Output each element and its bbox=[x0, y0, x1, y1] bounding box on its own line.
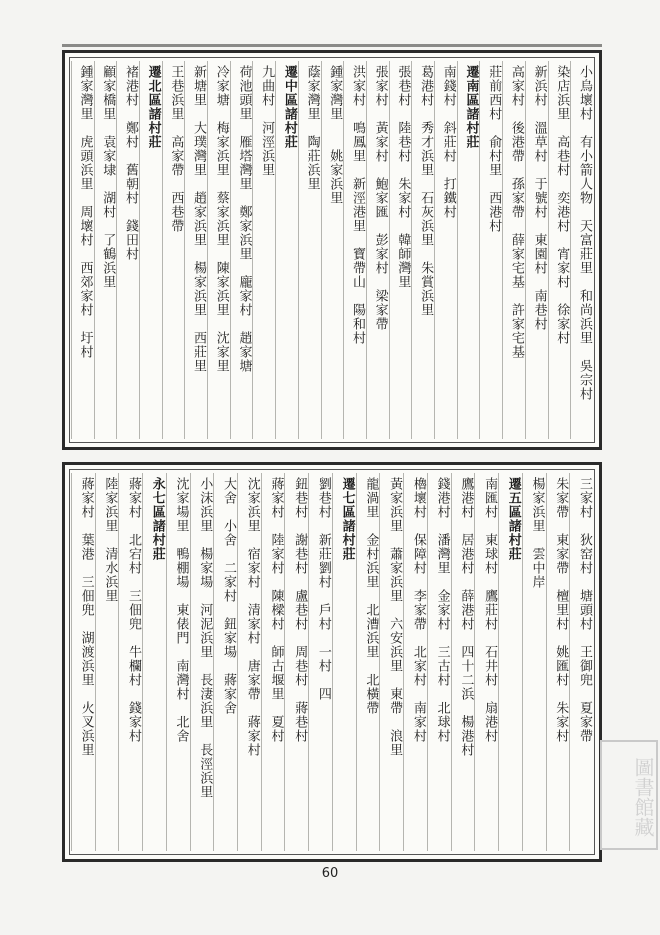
bottom-entry: 沈家場里 bbox=[173, 477, 189, 533]
top-entry: 陶莊浜里 bbox=[304, 135, 320, 191]
top-entry: 陽和村 bbox=[349, 303, 365, 345]
bottom-entry: 蔣家村 bbox=[78, 477, 94, 519]
top-column bbox=[139, 61, 162, 439]
top-column bbox=[548, 61, 571, 439]
top-entry: 于號村 bbox=[531, 177, 547, 219]
bottom-entry: 北宕村 bbox=[126, 533, 142, 575]
bottom-entry: 鷹莊村 bbox=[482, 589, 498, 631]
bottom-entry: 北家村 bbox=[410, 645, 426, 687]
top-entry: 顧家橋里 bbox=[100, 65, 116, 121]
bottom-entry: 雲中岸 bbox=[529, 547, 545, 589]
top-entry: 蔭家灣里 bbox=[304, 65, 320, 121]
bottom-column bbox=[546, 473, 570, 851]
top-column bbox=[570, 61, 593, 439]
bottom-entry: 四十二浜 bbox=[458, 645, 474, 701]
bottom-entry: 盧巷村 bbox=[292, 589, 308, 631]
bottom-leaf bbox=[62, 462, 602, 862]
bottom-column bbox=[261, 473, 285, 851]
top-entry: 宵家村 bbox=[554, 247, 570, 289]
bottom-entry: 長涇浜里 bbox=[197, 743, 213, 799]
top-column bbox=[321, 61, 344, 439]
top-column bbox=[230, 61, 253, 439]
top-column bbox=[252, 61, 275, 439]
bottom-entry: 櫓壞村 bbox=[410, 477, 426, 519]
top-entry: 沈家里 bbox=[213, 331, 229, 373]
bottom-entry: 遷七區諸村莊 bbox=[339, 477, 355, 561]
top-entry: 張家村 bbox=[372, 65, 388, 107]
bottom-column bbox=[142, 473, 166, 851]
top-entry: 遷北區諸村莊 bbox=[145, 65, 161, 149]
top-entry: 石灰浜里 bbox=[418, 191, 434, 247]
bottom-entry: 保障村 bbox=[410, 533, 426, 575]
bottom-entry: 東俵門 bbox=[173, 603, 189, 645]
bottom-entry: 龍渦里 bbox=[363, 477, 379, 519]
top-column bbox=[389, 61, 412, 439]
top-entry: 鄭家浜里 bbox=[236, 205, 252, 261]
bottom-entry: 檀里村 bbox=[553, 589, 569, 631]
top-entry: 鳴鳳里 bbox=[349, 121, 365, 163]
top-entry: 新浜村 bbox=[531, 65, 547, 107]
bottom-entry: 金家村 bbox=[434, 589, 450, 631]
top-entry: 和尚浜里 bbox=[577, 289, 592, 345]
bottom-entry: 南灣村 bbox=[173, 659, 189, 701]
top-entry: 遷中區諸村莊 bbox=[281, 65, 297, 149]
top-leaf bbox=[62, 50, 602, 450]
bottom-entry: 北舍 bbox=[173, 715, 189, 743]
bottom-entry: 東家帶 bbox=[553, 533, 569, 575]
top-entry: 孫家帶 bbox=[508, 177, 524, 219]
bottom-column bbox=[403, 473, 427, 851]
top-column bbox=[366, 61, 389, 439]
bottom-entry: 戶村 bbox=[315, 603, 331, 631]
bottom-entry: 蕭家浜里 bbox=[387, 547, 403, 603]
top-entry: 姚家浜里 bbox=[327, 149, 343, 205]
bottom-entry: 宿家村 bbox=[244, 547, 260, 589]
bottom-entry: 狄窑村 bbox=[577, 533, 592, 575]
top-entry: 西巷帶 bbox=[168, 191, 184, 233]
bottom-entry: 浪里 bbox=[387, 729, 403, 757]
top-entry: 陳家浜里 bbox=[213, 261, 229, 317]
bottom-column bbox=[71, 473, 95, 851]
bottom-entry: 蔣家村 bbox=[244, 715, 260, 757]
top-column bbox=[434, 61, 457, 439]
top-entry: 朱家村 bbox=[395, 177, 411, 219]
bottom-entry: 四 bbox=[315, 687, 331, 701]
bottom-column bbox=[379, 473, 403, 851]
top-column bbox=[275, 61, 298, 439]
top-column bbox=[162, 61, 185, 439]
top-column bbox=[298, 61, 321, 439]
top-entry: 王巷浜里 bbox=[168, 65, 184, 121]
bottom-column bbox=[284, 473, 308, 851]
top-entry: 西港村 bbox=[486, 191, 502, 233]
top-column bbox=[411, 61, 434, 439]
top-column bbox=[116, 61, 139, 439]
top-entry: 薛家宅基 bbox=[508, 233, 524, 289]
bottom-entry: 北球村 bbox=[434, 701, 450, 743]
bottom-entry: 朱家村 bbox=[553, 701, 569, 743]
top-column bbox=[94, 61, 117, 439]
bottom-column bbox=[308, 473, 332, 851]
bottom-entry: 楊家浜里 bbox=[529, 477, 545, 533]
bottom-entry: 陸家浜里 bbox=[102, 477, 118, 533]
bottom-entry: 周巷村 bbox=[292, 645, 308, 687]
top-column bbox=[343, 61, 366, 439]
bottom-entry: 楊港村 bbox=[458, 715, 474, 757]
bottom-entry: 黃家浜里 bbox=[387, 477, 403, 533]
top-entry: 彭家村 bbox=[372, 233, 388, 275]
top-column bbox=[457, 61, 480, 439]
top-entry: 奕港村 bbox=[554, 191, 570, 233]
top-entry: 虎頭浜里 bbox=[77, 135, 93, 191]
top-entry: 舊朝村 bbox=[122, 163, 138, 205]
bottom-entry: 清水浜里 bbox=[102, 547, 118, 603]
page-top-edge bbox=[62, 44, 602, 47]
top-entry: 楊家浜里 bbox=[191, 261, 207, 317]
bottom-entry: 清家村 bbox=[244, 603, 260, 645]
top-entry: 朱賞浜里 bbox=[418, 261, 434, 317]
top-entry: 鍾家灣里 bbox=[77, 65, 93, 121]
top-entry: 圩村 bbox=[77, 331, 93, 359]
top-column bbox=[502, 61, 525, 439]
top-entry: 染店浜里 bbox=[554, 65, 570, 121]
top-entry: 徐家村 bbox=[554, 303, 570, 345]
bottom-entry: 蔣家村 bbox=[126, 477, 142, 519]
top-entry: 袁家埭 bbox=[100, 135, 116, 177]
top-entry: 錢田村 bbox=[122, 219, 138, 261]
bottom-entry: 三佃兜 bbox=[78, 575, 94, 617]
bottom-entry: 南家村 bbox=[410, 701, 426, 743]
top-entry: 斜莊村 bbox=[440, 121, 456, 163]
bottom-entry: 沈家浜里 bbox=[244, 477, 260, 533]
bottom-column bbox=[95, 473, 119, 851]
top-entry: 東園村 bbox=[531, 233, 547, 275]
bottom-entry: 居港村 bbox=[458, 533, 474, 575]
top-column bbox=[479, 61, 502, 439]
top-entry: 天富莊里 bbox=[577, 219, 592, 275]
bottom-column bbox=[427, 473, 451, 851]
top-entry: 褚港村 bbox=[122, 65, 138, 107]
top-entry: 南巷村 bbox=[531, 289, 547, 331]
bottom-entry: 陸家村 bbox=[268, 533, 284, 575]
bottom-entry: 北漕浜里 bbox=[363, 603, 379, 659]
bottom-entry: 王御兜 bbox=[577, 645, 592, 687]
bottom-entry: 師古堰里 bbox=[268, 645, 284, 701]
bottom-entry: 北橫帶 bbox=[363, 673, 379, 715]
top-entry: 陸巷村 bbox=[395, 121, 411, 163]
bottom-entry: 唐家帶 bbox=[244, 659, 260, 701]
top-entry: 大璞灣里 bbox=[191, 121, 207, 177]
bottom-entry: 小舍 bbox=[220, 519, 236, 547]
bottom-entry: 葉港 bbox=[78, 533, 94, 561]
bottom-entry: 六安浜里 bbox=[387, 617, 403, 673]
top-entry: 後港帶 bbox=[508, 121, 524, 163]
top-entry: 新涇港里 bbox=[349, 177, 365, 233]
bottom-entry: 錢港村 bbox=[434, 477, 450, 519]
bottom-entry: 扇港村 bbox=[482, 701, 498, 743]
bottom-entry: 永七區諸村莊 bbox=[149, 477, 165, 561]
bottom-entry: 東帶 bbox=[387, 687, 403, 715]
bottom-entry: 南匯村 bbox=[482, 477, 498, 519]
bottom-entry: 東球村 bbox=[482, 533, 498, 575]
bottom-column bbox=[498, 473, 522, 851]
top-entry: 高家村 bbox=[508, 65, 524, 107]
bottom-entry: 三佃兜 bbox=[126, 589, 142, 631]
top-entry: 趙家塘 bbox=[236, 331, 252, 373]
bottom-entry: 謝巷村 bbox=[292, 533, 308, 575]
top-entry: 九曲村 bbox=[259, 65, 275, 107]
bottom-entry: 遷五區諸村莊 bbox=[505, 477, 521, 561]
bottom-column bbox=[356, 473, 380, 851]
bottom-entry: 姚匯村 bbox=[553, 645, 569, 687]
top-entry: 新塘里 bbox=[191, 65, 207, 107]
top-column bbox=[525, 61, 548, 439]
top-entry: 鄭村 bbox=[122, 121, 138, 149]
top-entry: 有小箭人物 bbox=[577, 135, 592, 205]
top-entry: 打鐵村 bbox=[440, 177, 456, 219]
top-entry: 周壞村 bbox=[77, 205, 93, 247]
bottom-entry: 石井村 bbox=[482, 645, 498, 687]
top-column bbox=[207, 61, 230, 439]
top-entry: 河涇浜里 bbox=[259, 121, 275, 177]
top-entry: 葛港村 bbox=[418, 65, 434, 107]
bottom-entry: 薛港村 bbox=[458, 589, 474, 631]
top-column bbox=[184, 61, 207, 439]
bottom-entry: 鈕巷村 bbox=[292, 477, 308, 519]
bottom-entry: 李家帶 bbox=[410, 589, 426, 631]
bottom-column bbox=[166, 473, 190, 851]
top-entry: 梅家浜里 bbox=[213, 121, 229, 177]
bottom-entry: 朱家帶 bbox=[553, 477, 569, 519]
top-entry: 荷池頭里 bbox=[236, 65, 252, 121]
bottom-entry: 二家村 bbox=[220, 561, 236, 603]
top-entry: 許家宅基 bbox=[508, 303, 524, 359]
top-entry: 龐家村 bbox=[236, 275, 252, 317]
bottom-column bbox=[190, 473, 214, 851]
bottom-column bbox=[213, 473, 237, 851]
top-entry: 溫草村 bbox=[531, 121, 547, 163]
bottom-entry: 河泥浜里 bbox=[197, 603, 213, 659]
top-entry: 遷南區諸村莊 bbox=[463, 65, 479, 149]
page-number: 60 bbox=[321, 866, 339, 881]
top-entry: 韓師灣里 bbox=[395, 233, 411, 289]
bottom-entry: 楊家場 bbox=[197, 547, 213, 589]
bottom-entry: 火叉浜里 bbox=[78, 701, 94, 757]
bottom-entry: 三家村 bbox=[577, 477, 592, 519]
bottom-entry: 小沫浜里 bbox=[197, 477, 213, 533]
bottom-entry: 劉巷村 bbox=[315, 477, 331, 519]
top-entry: 南錢村 bbox=[440, 65, 456, 107]
bottom-entry: 牛欄村 bbox=[126, 645, 142, 687]
bottom-column bbox=[237, 473, 261, 851]
bottom-entry: 湖渡浜里 bbox=[78, 631, 94, 687]
top-entry: 高巷村 bbox=[554, 135, 570, 177]
top-entry: 秀才浜里 bbox=[418, 121, 434, 177]
bottom-entry: 蔣巷村 bbox=[292, 701, 308, 743]
bottom-entry: 鈕家場 bbox=[220, 617, 236, 659]
top-entry: 西郊家村 bbox=[77, 261, 93, 317]
top-entry: 湖村 bbox=[100, 191, 116, 219]
bottom-column bbox=[451, 473, 475, 851]
bottom-column bbox=[474, 473, 498, 851]
bottom-leaf-columns bbox=[71, 473, 593, 851]
bottom-entry: 金村浜里 bbox=[363, 533, 379, 589]
bottom-column bbox=[332, 473, 356, 851]
top-entry: 黃家村 bbox=[372, 121, 388, 163]
top-entry: 小烏壞村 bbox=[577, 65, 592, 121]
bottom-entry: 錢家村 bbox=[126, 701, 142, 743]
top-column bbox=[71, 61, 94, 439]
bottom-entry: 新莊劉村 bbox=[315, 533, 331, 589]
top-leaf-columns bbox=[71, 61, 593, 439]
bottom-entry: 大舍 bbox=[220, 477, 236, 505]
top-entry: 莊前西村 bbox=[486, 65, 502, 121]
bottom-entry: 塘頭村 bbox=[577, 589, 592, 631]
bottom-entry: 鴨棚場 bbox=[173, 547, 189, 589]
top-entry: 趙家浜里 bbox=[191, 191, 207, 247]
top-entry: 雁塔灣里 bbox=[236, 135, 252, 191]
top-entry: 西莊里 bbox=[191, 331, 207, 373]
top-entry: 梁家帶 bbox=[372, 289, 388, 331]
top-entry: 冷家塘 bbox=[213, 65, 229, 107]
top-entry: 寶帶山 bbox=[349, 247, 365, 289]
bottom-entry: 蔣家村 bbox=[268, 477, 284, 519]
bottom-entry: 三古村 bbox=[434, 645, 450, 687]
bottom-entry: 一村 bbox=[315, 645, 331, 673]
library-stamp: 圖書館藏 bbox=[600, 740, 658, 850]
bottom-entry: 長淒浜里 bbox=[197, 673, 213, 729]
top-entry: 俞村里 bbox=[486, 135, 502, 177]
top-entry: 洪家村 bbox=[349, 65, 365, 107]
bottom-entry: 鷹港村 bbox=[458, 477, 474, 519]
top-entry: 高家帶 bbox=[168, 135, 184, 177]
bottom-column bbox=[118, 473, 142, 851]
bottom-column bbox=[569, 473, 593, 851]
bottom-entry: 潘灣里 bbox=[434, 533, 450, 575]
bottom-column bbox=[522, 473, 546, 851]
bottom-entry: 夏家帶 bbox=[577, 701, 592, 743]
top-entry: 張巷村 bbox=[395, 65, 411, 107]
top-entry: 了鶴浜里 bbox=[100, 233, 116, 289]
top-entry: 鮑家匯 bbox=[372, 177, 388, 219]
top-entry: 蔡家浜里 bbox=[213, 191, 229, 247]
bottom-entry: 夏村 bbox=[268, 715, 284, 743]
bottom-entry: 蔣家舍 bbox=[220, 673, 236, 715]
top-entry: 鍾家灣里 bbox=[327, 65, 343, 121]
bottom-entry: 陳樑村 bbox=[268, 589, 284, 631]
top-entry: 吳宗村 bbox=[577, 359, 592, 401]
